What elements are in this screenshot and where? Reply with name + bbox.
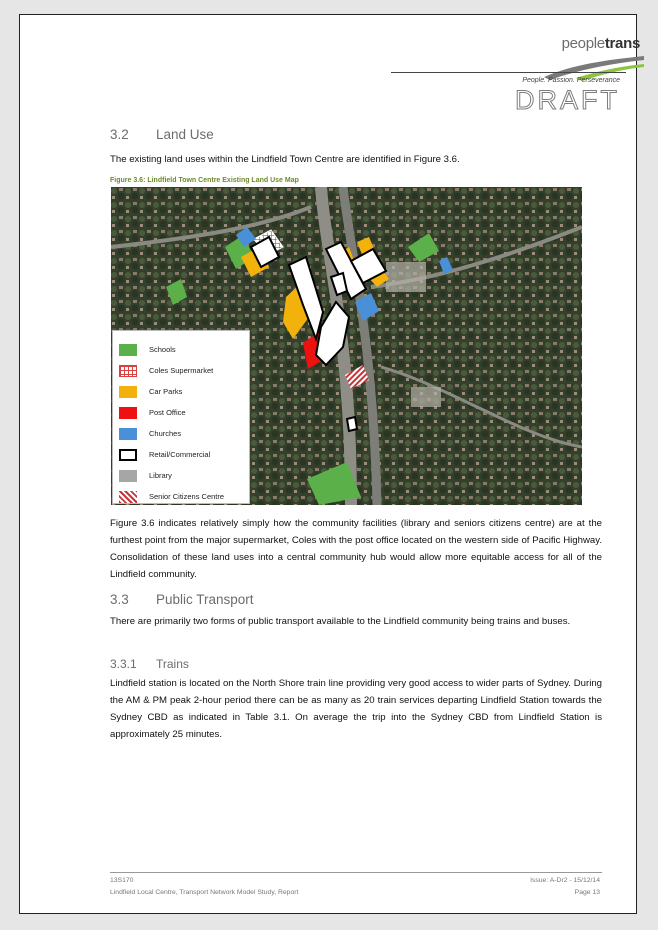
- document-page: [19, 14, 640, 914]
- map-legend: [112, 330, 250, 504]
- public-transport-paragraph: There are primarily two forms of public transport available to the Lindfield community being trains and buses.: [110, 616, 571, 627]
- legend-item-senior-citizens-centre: Senior Citizens Centre: [119, 491, 249, 505]
- draft-watermark: DRAFT: [515, 85, 620, 115]
- footer-issue: Issue: A-Dr2 - 15/12/14: [530, 877, 600, 884]
- header-rule: [391, 72, 626, 73]
- section-heading-public-transport: 3.3 Public Transport: [110, 592, 254, 607]
- legend-item-library: Library: [119, 470, 249, 484]
- car-parks-swatch: [119, 386, 137, 398]
- figure-caption: Figure 3.6: Lindfield Town Centre Existing Land Use Map: [110, 177, 299, 184]
- legend-item-schools: Schools: [119, 344, 249, 358]
- footer-page-number: Page 13: [574, 889, 600, 896]
- land-use-map: [111, 187, 582, 505]
- peopletrans-logo: [536, 35, 646, 83]
- post-office-swatch: [119, 407, 137, 419]
- tagline: People. Passion. Perseverance: [522, 77, 620, 84]
- legend-item-retail-commercial: Retail/Commercial: [119, 449, 249, 463]
- legend-item-car-parks: Car Parks: [119, 386, 249, 400]
- churches-swatch: [119, 428, 137, 440]
- library-swatch: [119, 470, 137, 482]
- retail-commercial-swatch: [119, 449, 137, 461]
- trains-paragraph: Lindfield station is located on the North Shore train line providing very good access to wider parts of Sydney. During the AM & PM peak 2-hour period there can be as many as 20 train services departing Lindfield Station towards the Sydney CBD as indicated in Table 3.1. On average the trip into the Sydney CBD from Lindfield Station is approximately 25 minutes.: [110, 678, 602, 740]
- senior-citizens-centre-swatch: [119, 491, 137, 503]
- footer-document-title: Lindfield Local Centre, Transport Network Model Study, Report: [110, 889, 299, 896]
- land-use-intro: The existing land uses within the Lindfield Town Centre are identified in Figure 3.6.: [110, 154, 460, 165]
- schools-swatch: [119, 344, 137, 356]
- subsection-heading-trains: 3.3.1 Trains: [110, 657, 189, 671]
- coles-supermarket-swatch: [119, 365, 137, 377]
- legend-item-post-office: Post Office: [119, 407, 249, 421]
- footer-rule: [110, 872, 602, 873]
- legend-item-coles-supermarket: Coles Supermarket: [119, 365, 249, 379]
- logo-wordmark: peopletrans: [561, 35, 640, 52]
- section-heading-land-use: 3.2 Land Use: [110, 127, 214, 142]
- legend-item-churches: Churches: [119, 428, 249, 442]
- figure-discussion-paragraph: Figure 3.6 indicates relatively simply how the community facilities (library and seniors citizens centre) are at the furthest point from the major supermarket, Coles with the post office located on the western side of Pacific Highway. Consolidation of these land uses into a central community hub would allow more equitable access for all of the Lindfield community.: [110, 518, 602, 580]
- footer-job-number: 13S170: [110, 877, 134, 884]
